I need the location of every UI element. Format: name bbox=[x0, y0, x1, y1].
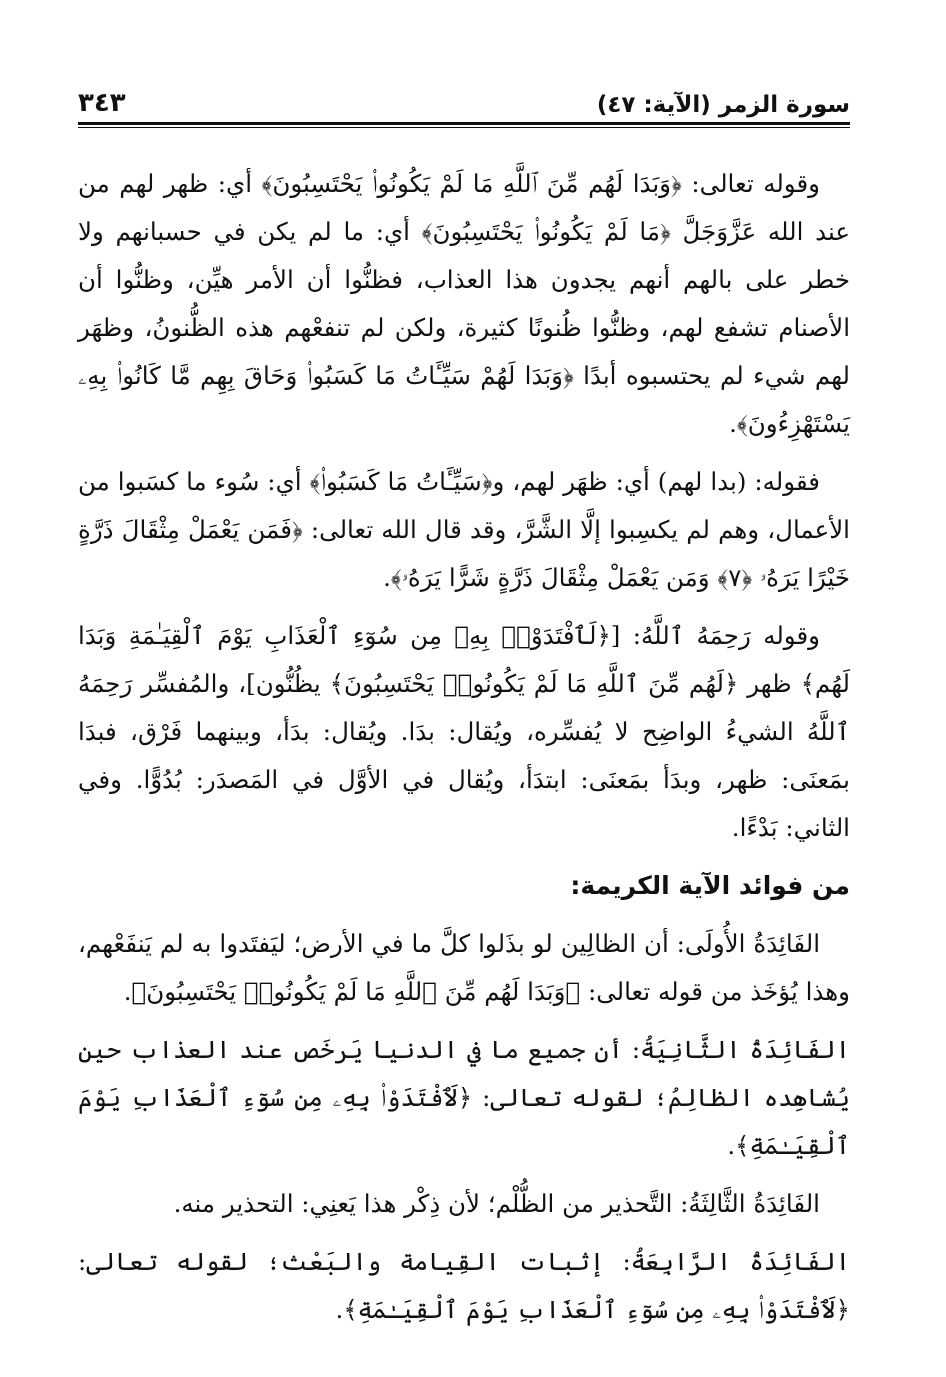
benefit-paragraph: الفَائِدَةُ الثَّانِيَةُ: أن جميع ما في الدنيا يَرخَص عند العذاب حين يُشاهِده الظالِمُ؛ لقوله تعالى: ﴿لَٱفْتَدَوْا۟ بِهِۦ مِن سُوٓءِ ٱلْعَذَابِ يَوْمَ ٱلْقِيَـٰمَةِ﴾. bbox=[78, 1035, 850, 1160]
body-paragraph: وقوله رَحِمَهُ ٱللَّهُ: [﴿لَٱفْتَدَوْا۟ بِهِۦ مِن سُوٓءِ ٱلْعَذَابِ يَوْمَ ٱلْقِيَـٰمَةِ وَبَدَا لَهُم﴾ ظهر ﴿لَهُم مِّنَ ٱللَّهِ مَا لَمْ يَكُونُوا۟ يَحْتَسِبُونَ﴾ يظُنُّون]، والمُفسِّر رَحِمَهُ ٱللَّهُ الشيءُ الواضِح لا يُفسِّره، ويُقال: بدَا. ويُقال: بدَأ، وبينهما فَرْق، فبدَا بمَعنَى: ظهر، وبدَأ بمَعنَى: ابتدَأ، ويُقال في الأوَّل في المَصدَر: بُدُوًّا. وفي الثاني: بَدْءًا. bbox=[78, 621, 850, 842]
body-paragraph: وقوله تعالى: ﴿وَبَدَا لَهُم مِّنَ ٱللَّهِ مَا لَمْ يَكُونُوا۟ يَحْتَسِبُونَ﴾ أي: ظهر لهم من عند الله عَزَّوَجَلَّ ﴿مَا لَمْ يَكُونُوا۟ يَحْتَسِبُونَ﴾ أي: ما لم يكن في حسبانهم ولا خطر على بالهم أنهم يجدون هذا العذاب، فظنُّوا أن الأمر هيِّن، وظنُّوا أن الأصنام تشفع لهم، وظنُّوا ظُنونًا كثيرة، ولكن لم تنفعْهم هذه الظُّنونُ، وظهَر لهم شيء لم يحتسبوه أبدًا ﴿وَبَدَا لَهُمْ سَيِّـَٔاتُ مَا كَسَبُوا۟ وَحَاقَ بِهِم مَّا كَانُوا۟ بِهِۦ يَسْتَهْزِءُونَ﴾. bbox=[78, 169, 850, 438]
body-paragraph: فقوله: (بدا لهم) أي: ظهَر لهم، و﴿سَيِّـَٔاتُ مَا كَسَبُوا۟﴾ أي: سُوء ما كسَبوا من الأعمال، وهم لم يكسِبوا إلَّا الشَّرَّ، وقد قال الله تعالى: ﴿فَمَن يَعْمَلْ مِثْقَالَ ذَرَّةٍ خَيْرًا يَرَهُۥ ﴿٧﴾ وَمَن يَعْمَلْ مِثْقَالَ ذَرَّةٍ شَرًّا يَرَهُۥ﴾. bbox=[78, 467, 850, 592]
benefit-paragraph: الفَائِدَةُ الأُولَى: أن الظالِين لو بذَلوا كلَّ ما في الأرض؛ ليَفتَدوا به لم يَنفَعْهم، وهذا يُؤخَذ من قوله تعالى: ﴿وَبَدَا لَهُم مِّنَ ٱللَّهِ مَا لَمْ يَكُونُوا۟ يَحْتَسِبُونَ﴾. bbox=[78, 929, 850, 1006]
header-rule-thin bbox=[78, 127, 850, 128]
benefit-paragraph: الفَائِدَةُ الثَّالِثَةُ: التَّحذير من الظُّلْم؛ لأن ذِكْر هذا يَعنِي: التحذير منه. bbox=[173, 1189, 820, 1218]
section-heading: من فوائد الآية الكريمة: bbox=[570, 871, 850, 900]
page-number: ٣٤٣ bbox=[78, 88, 126, 118]
benefit-paragraph: الفَائِدَةُ الرَّابِعَةُ: إثبات القِيامة والبَعْث؛ لقوله تعالى: ﴿لَٱفْتَدَوْا۟ بِهِۦ مِن سُوٓءِ ٱلْعَذَابِ يَوْمَ ٱلْقِيَـٰمَةِ﴾. bbox=[78, 1247, 850, 1324]
page-body bbox=[78, 160, 850, 1344]
header-rule-thick bbox=[78, 122, 850, 125]
page-header bbox=[78, 86, 850, 118]
running-title: سورة الزمر (الآية: ٤٧) bbox=[596, 92, 850, 118]
